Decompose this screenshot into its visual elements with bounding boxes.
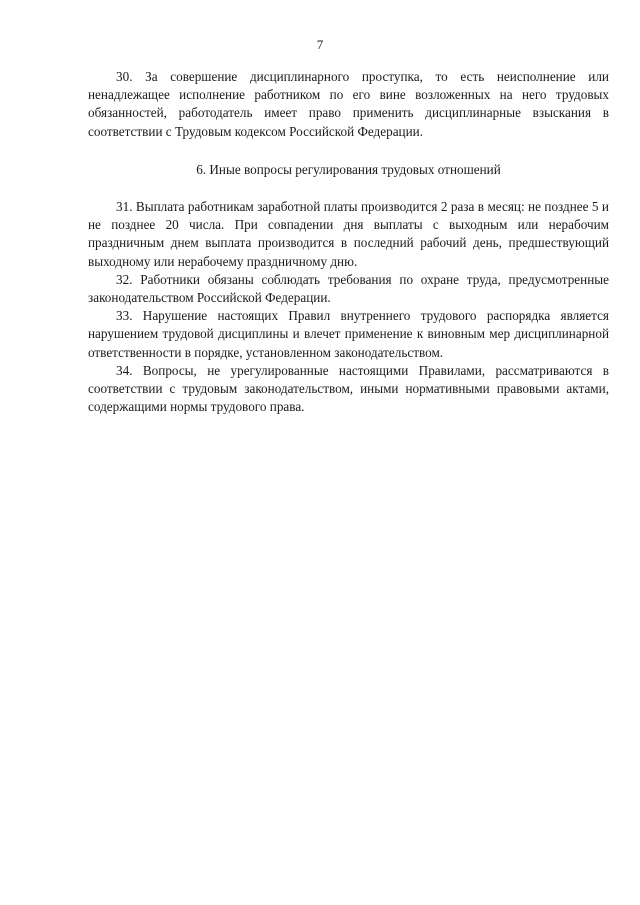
paragraph-33: 33. Нарушение настоящих Правил внутреннего трудового распорядка является нарушением трудовой дисциплины и влечет применение к виновным мер дисциплинарной ответственности в порядке, установленном законодательством. bbox=[88, 308, 609, 360]
section-6-heading: 6. Иные вопросы регулирования трудовых отношений bbox=[196, 161, 501, 177]
paragraph-34: 34. Вопросы, не урегулированные настоящими Правилами, рассматриваются в соответствии с трудовым законодательством, иными нормативными правовыми актами, содержащими нормы трудового права. bbox=[88, 362, 609, 415]
paragraph-32: 32. Работники обязаны соблюдать требования по охране труда, предусмотренные законодательством Российской Федерации. bbox=[88, 271, 609, 306]
page-number: 7 bbox=[316, 37, 324, 52]
document-body bbox=[88, 68, 609, 416]
paragraph-30: 30. За совершение дисциплинарного проступка, то есть неисполнение или ненадлежащее исполнение работником по его вине возложенных на него трудовых обязанностей, работодатель имеет право применить дисциплинарные взыскания в соответствии с Трудовым кодексом Российской Федерации. bbox=[88, 69, 609, 139]
paragraph-31: 31. Выплата работникам заработной платы производится 2 раза в месяц: не позднее 5 и не позднее 20 числа. При совпадении дня выплаты с выходным или нерабочим праздничным днем выплата производится в последний рабочий день, предшествующий выходному или нерабочему праздничному дню. bbox=[88, 199, 609, 269]
